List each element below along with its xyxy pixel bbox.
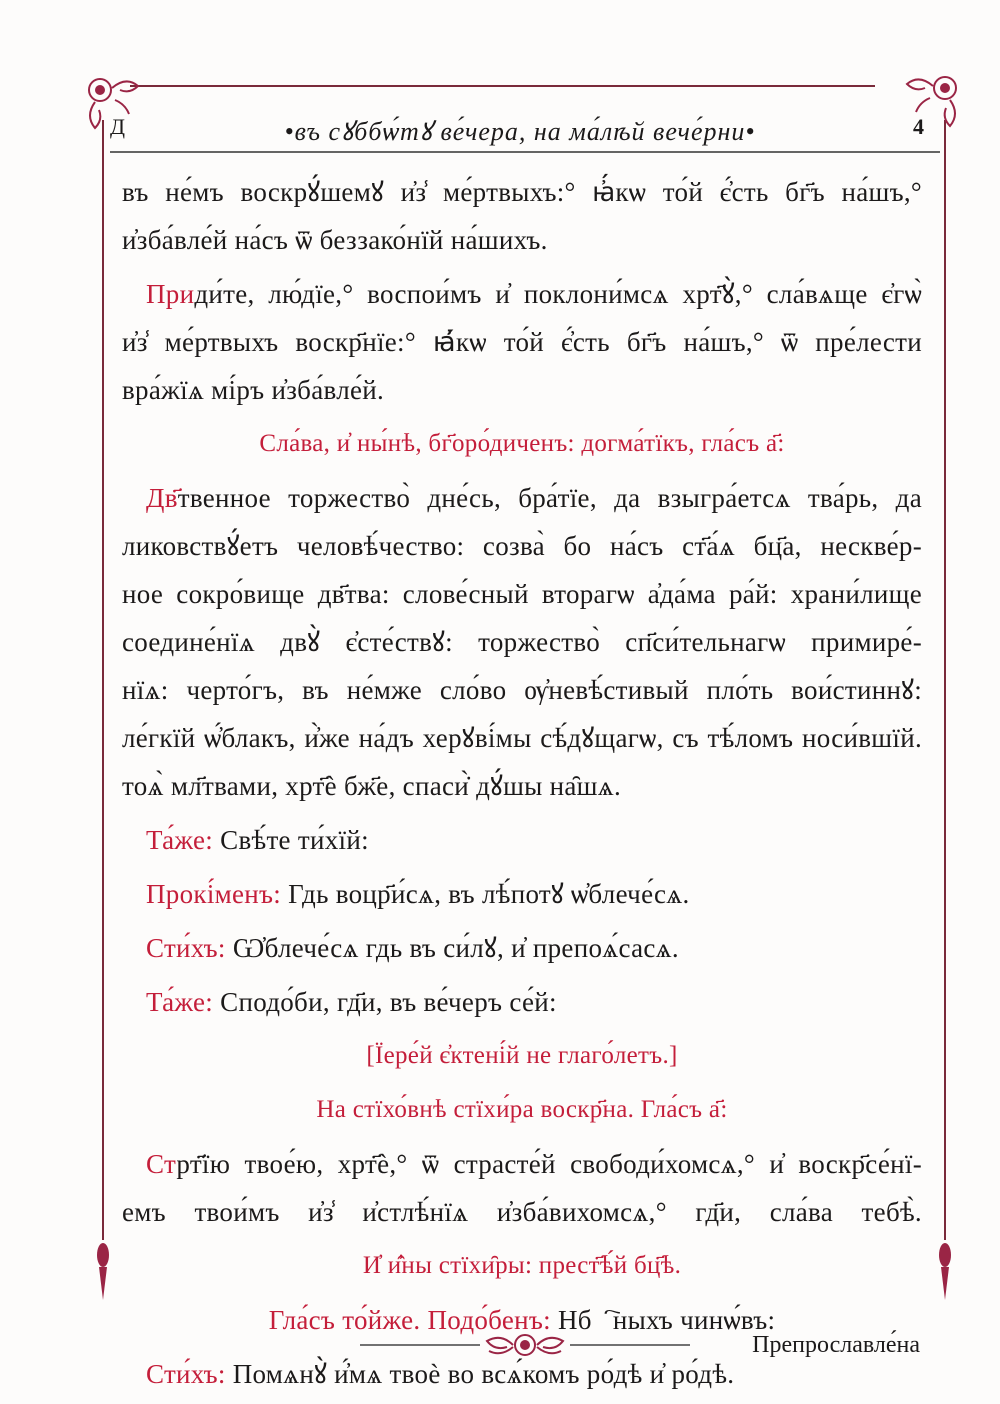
paragraph [122,1032,922,1086]
paragraph [122,1086,922,1140]
rubric-text: Дв҃ [146,483,178,513]
body-text: нїѧ: черто́гъ, въ не́мже сло́во ѹ҆невѣ́стивый пло́ть вои́стиннꙋ: [122,675,922,705]
paragraph [122,924,922,978]
body-text: и҆з̾ ме́ртвыхъ воскр҃нїе:° ꙗ҆́кѡ то́й є҆́сть бг҃ъ на́шъ,° ѿ пре́лести [122,327,922,357]
rubric-text: Ст [146,1149,177,1179]
text-line [122,270,922,318]
text-line [122,216,922,264]
body-text: емъ твои́мъ и҆з̾ и҆стлѣ́нїѧ и҆зба́вихомсѧ,° гд҃и, сла́ва тебѣ̀. [122,1197,922,1227]
rubric-text: Та́же: [146,825,221,855]
rubric-text: Та́же: [146,987,221,1017]
body-text: вра́жїѧ мі́ръ и҆зба́вле́й. [122,375,385,405]
text-line [122,816,922,864]
rubric-heading: И҆ и҆̑ны стїхи̑ры: прест҃ѣ́й бц҃ѣ. [362,1252,682,1279]
paragraph [122,1140,922,1242]
main-text [122,168,922,1404]
rubric-heading: Сла́ва, и҆ ны́нѣ, бг҃оро́диченъ: догма́тїкъ, гла́съ а҃: [259,430,785,457]
body-text: Сподо́би, гд҃и, въ ве́черъ се́й: [220,987,557,1017]
body-text: твенное торжество̀ дне́сь, бра́тїе, да взыгра́етсѧ тва́рь, да [177,483,922,513]
body-text: ди́те, лю́дїе,° воспои́мъ и҆ поклони́мсѧ хрт҃ꙋ̀,° сла́вѧще є҆гѡ̀ [194,279,922,309]
paragraph [122,270,922,420]
text-line [122,1140,922,1188]
body-text: Помѧнꙋ̀ и҆́мѧ твоѐ во всѧ́комъ ро́дѣ и҆ ро́дѣ. [232,1359,735,1389]
text-line [122,870,922,918]
rubric-heading: [Їере́й є҆ктені́й не глаго́летъ.] [366,1042,678,1069]
text-line [122,366,922,414]
paragraph [122,1242,922,1296]
paragraph [122,816,922,870]
text-line [122,666,922,714]
body-text: соедине́нїѧ двꙋ̀ є҆сте́ствꙋ: торжество̀ сп҃си́тельнагѡ примире́- [122,627,922,657]
paragraph [122,870,922,924]
body-text: въ не́мъ воскрꙋ́шемꙋ и҆з̾ ме́ртвыхъ:° ꙗ҆́кѡ то́й є҆́сть бг҃ъ на́шъ,° [122,177,922,207]
text-line [122,714,922,762]
text-line [122,978,922,1026]
catchword: Препрославле́на [752,1332,920,1358]
text-line [122,618,922,666]
paragraph [122,978,922,1032]
side-finial-right [939,1243,951,1300]
text-line [122,762,922,810]
page-number: 4 [913,114,924,139]
rubric-text: Прокі́менъ: [146,879,289,909]
paragraph [122,168,922,270]
paragraph [122,420,922,474]
rubric-text: Сти́хъ: [146,1359,233,1389]
running-header [110,110,930,150]
text-line [122,1188,922,1236]
rubric-text: При [146,279,195,309]
text-line [122,924,922,972]
text-line [122,318,922,366]
text-line [122,168,922,216]
rubric-heading: На стїхо́внѣ стїхи́ра воскр҃на. Гла́съ а҃: [316,1096,728,1123]
body-text: ликовствꙋ́етъ человѣ́чество: созва̀ бо на́съ ст҃а́ѧ бц҃а, нескве́р- [122,531,922,561]
body-text: Свѣ́те ти́хїй: [220,825,369,855]
rubric-text: Гла́съ то́йже. Подо́бенъ: [268,1305,558,1335]
body-text: Гдь воцр҃и́сѧ, въ лѣ́потꙋ ѡ҆блече́сѧ. [288,879,690,909]
paragraph [122,474,922,816]
body-text: тоѧ̀ мл҃твами, хрт҃ѐ бж҃е, спаси̇̀ дꙋ́шы на̑шѧ. [122,771,622,801]
body-text: ное сокро́вище дв҃тва: слове́сный вторагѡ а҆да́ма ра́й: храни́лище [122,579,922,609]
body-text: и҆зба́вле́й на́съ ѿ беззако́нїй на́шихъ. [122,225,548,255]
body-text: Нбⷭ҇ныхъ чинѡ́въ: [557,1305,776,1335]
gathering-signature: Д [110,114,126,139]
header-title: •въ сꙋббѡ́тꙋ ве́чера, на ма́лѣй вече́рни• [284,117,756,146]
body-text: Ѡ҆блече́сѧ гдь въ си́лꙋ, и҆ препоѧ́сасѧ. [232,933,679,963]
text-line [122,522,922,570]
side-finial-left [97,1243,109,1300]
text-line [122,570,922,618]
body-text: ле́гкїй ѡ҆́блакъ, и҆̀же на́дъ херꙋві́мы сѣ́дꙋщагѡ, съ тѣ́ломъ носи́вшїй. [122,723,922,753]
body-text: рт҃їю твое́ю, хрт҃ѐ,° ѿ страсте́й свободи́хомсѧ,° и҆ воскр҃се́нї- [176,1149,922,1179]
text-line [122,474,922,522]
rubric-text: Сти́хъ: [146,933,233,963]
